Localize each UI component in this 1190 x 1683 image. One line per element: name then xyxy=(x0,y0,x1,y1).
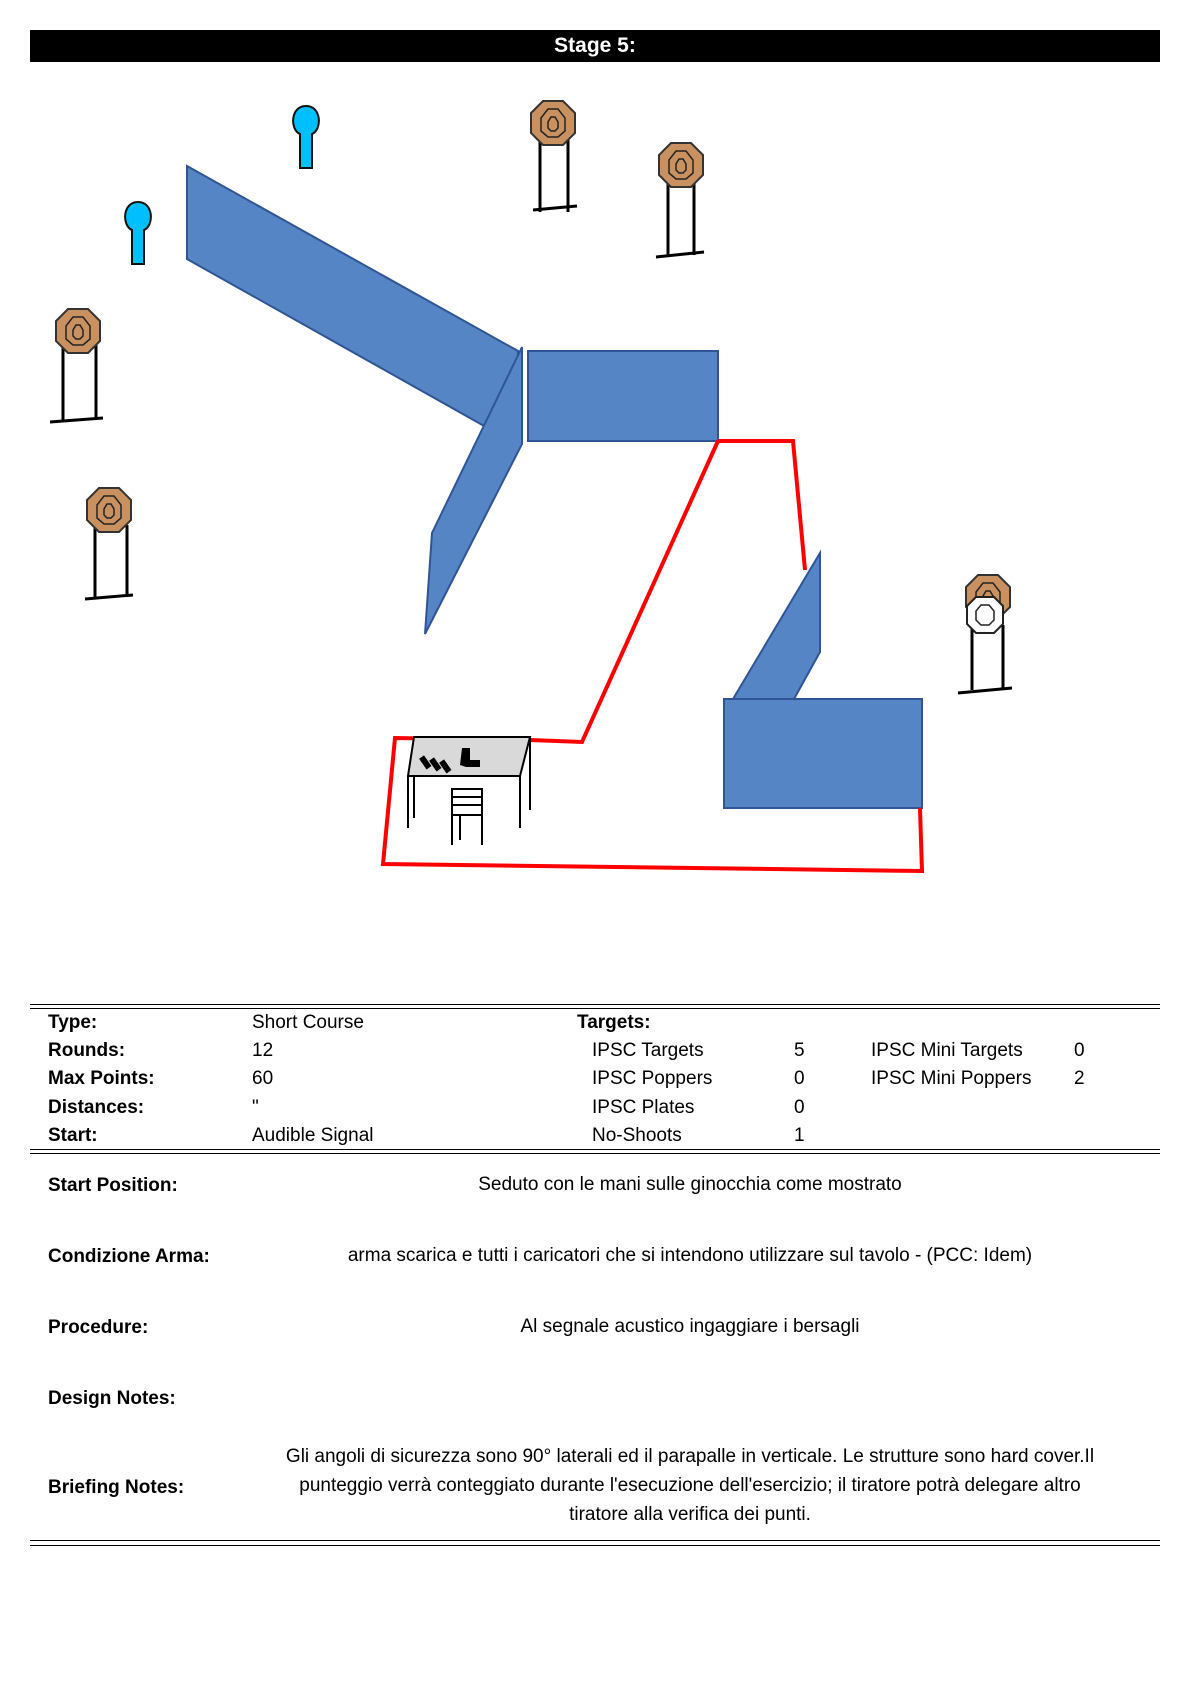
type-value: Short Course xyxy=(252,1012,364,1033)
procedure-value: Al segnale acustico ingaggiare i bersagli xyxy=(520,1316,860,1337)
design-notes-label: Design Notes: xyxy=(48,1388,176,1409)
type-label: Type: xyxy=(48,1012,98,1033)
mini-poppers-label: IPSC Mini Poppers xyxy=(871,1068,1032,1089)
chair xyxy=(452,789,482,845)
wall-bottom-box xyxy=(724,699,922,808)
fault-line xyxy=(718,441,805,570)
distances-value: " xyxy=(252,1097,259,1118)
mini-targets-label: IPSC Mini Targets xyxy=(871,1040,1023,1061)
noshoots-value: 1 xyxy=(794,1125,805,1146)
ipsc-target-1 xyxy=(531,101,577,212)
mini-poppers-value: 2 xyxy=(1074,1068,1085,1089)
ipsc-target-2 xyxy=(656,143,704,257)
stage-diagram xyxy=(0,62,1190,922)
rounds-label: Rounds: xyxy=(48,1040,126,1061)
mini-targets-value: 0 xyxy=(1074,1040,1085,1061)
ipsc-plates-label: IPSC Plates xyxy=(592,1097,695,1118)
ipsc-poppers-label: IPSC Poppers xyxy=(592,1068,713,1089)
start-position-label: Start Position: xyxy=(48,1175,178,1196)
maxpoints-value: 60 xyxy=(252,1068,274,1089)
noshoots-label: No-Shoots xyxy=(592,1125,682,1146)
briefing-line-3: tiratore alla verifica dei punti. xyxy=(569,1504,811,1525)
ipsc-target-3 xyxy=(50,309,103,422)
condizione-arma-label: Condizione Arma: xyxy=(48,1246,210,1267)
condizione-arma-value: arma scarica e tutti i caricatori che si intendono utilizzare sul tavolo - (PCC: Idem) xyxy=(347,1245,1033,1266)
popper-1 xyxy=(293,106,319,168)
targets-label: Targets: xyxy=(577,1012,651,1033)
start-value: Audible Signal xyxy=(252,1125,374,1146)
briefing-line-1: Gli angoli di sicurezza sono 90° laterali ed il parapalle in verticale. Le strutture sono hard cover.Il xyxy=(285,1446,1095,1467)
ipsc-targets-value: 5 xyxy=(794,1040,805,1061)
briefing-notes-value xyxy=(240,1442,1140,1529)
ipsc-target-4 xyxy=(85,488,133,599)
wall-diagonal-long xyxy=(187,166,518,445)
procedure-label: Procedure: xyxy=(48,1317,149,1338)
ipsc-poppers-value: 0 xyxy=(794,1068,805,1089)
maxpoints-label: Max Points: xyxy=(48,1068,155,1089)
ipsc-plates-value: 0 xyxy=(794,1097,805,1118)
start-position-value: Seduto con le mani sulle ginocchia come mostrato xyxy=(478,1174,902,1195)
popper-2 xyxy=(125,202,151,264)
wall-top-box xyxy=(528,351,718,441)
briefing-line-2: punteggio verrà conteggiato durante l'esecuzione dell'esercizio; il tiratore potrà delegare altro xyxy=(299,1475,1081,1496)
rounds-value: 12 xyxy=(252,1040,274,1061)
wall-right-diagonal xyxy=(733,553,820,699)
stage-title: Stage 5: xyxy=(30,30,1160,62)
distances-label: Distances: xyxy=(48,1097,145,1118)
ipsc-targets-label: IPSC Targets xyxy=(592,1040,704,1061)
ipsc-target-no-shoot xyxy=(958,575,1012,693)
start-label: Start: xyxy=(48,1125,98,1146)
briefing-notes-label: Briefing Notes: xyxy=(48,1477,185,1498)
